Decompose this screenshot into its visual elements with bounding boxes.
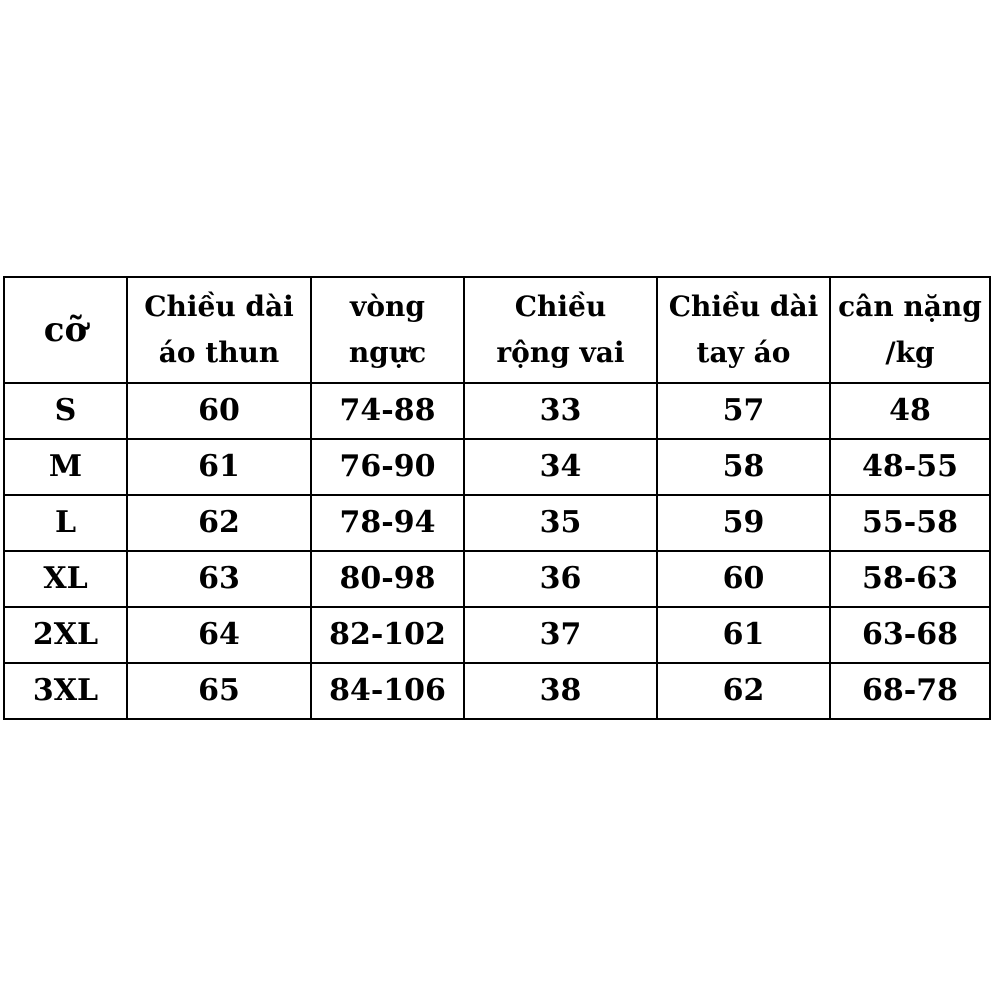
weight-cell: 58-63 xyxy=(830,551,990,607)
size-cell: L xyxy=(4,495,127,551)
header-size-label: cỡ xyxy=(43,310,88,350)
chest-cell: 74-88 xyxy=(311,383,464,439)
size-chart-table xyxy=(3,276,991,720)
weight-cell: 55-58 xyxy=(830,495,990,551)
sleeve-length-cell: 59 xyxy=(657,495,830,551)
sleeve-length-cell: 60 xyxy=(657,551,830,607)
shoulder-width-cell: 33 xyxy=(464,383,657,439)
header-weight-line2: /kg xyxy=(885,336,935,369)
header-sleeve-length-line2: tay áo xyxy=(696,336,791,369)
sleeve-length-cell: 61 xyxy=(657,607,830,663)
size-cell: XL xyxy=(4,551,127,607)
table-row xyxy=(4,607,990,663)
shirt-length-cell: 62 xyxy=(127,495,311,551)
table-row xyxy=(4,663,990,719)
header-shirt-length-line2: áo thun xyxy=(158,336,280,369)
shoulder-width-cell: 35 xyxy=(464,495,657,551)
header-size xyxy=(4,277,127,383)
chest-cell: 76-90 xyxy=(311,439,464,495)
header-row xyxy=(4,277,990,383)
sleeve-length-cell: 58 xyxy=(657,439,830,495)
shoulder-width-cell: 37 xyxy=(464,607,657,663)
size-cell: 3XL xyxy=(4,663,127,719)
weight-cell: 48 xyxy=(830,383,990,439)
header-weight-line1: cân nặng xyxy=(838,290,982,323)
weight-cell: 68-78 xyxy=(830,663,990,719)
chest-cell: 78-94 xyxy=(311,495,464,551)
header-shoulder-width xyxy=(464,277,657,383)
sleeve-length-cell: 57 xyxy=(657,383,830,439)
header-chest-line2: ngực xyxy=(348,336,427,369)
header-chest-line1: vòng xyxy=(350,290,425,323)
chest-cell: 84-106 xyxy=(311,663,464,719)
sleeve-length-cell: 62 xyxy=(657,663,830,719)
header-weight xyxy=(830,277,990,383)
header-chest xyxy=(311,277,464,383)
chest-cell: 80-98 xyxy=(311,551,464,607)
header-sleeve-length xyxy=(657,277,830,383)
header-shoulder-width-line2: rộng vai xyxy=(496,336,625,369)
table-row xyxy=(4,551,990,607)
size-cell: M xyxy=(4,439,127,495)
shoulder-width-cell: 34 xyxy=(464,439,657,495)
header-shirt-length-line1: Chiều dài xyxy=(144,290,294,323)
shirt-length-cell: 61 xyxy=(127,439,311,495)
table-row xyxy=(4,439,990,495)
size-cell: 2XL xyxy=(4,607,127,663)
shirt-length-cell: 64 xyxy=(127,607,311,663)
shirt-length-cell: 60 xyxy=(127,383,311,439)
weight-cell: 63-68 xyxy=(830,607,990,663)
chest-cell: 82-102 xyxy=(311,607,464,663)
size-cell: S xyxy=(4,383,127,439)
table-row xyxy=(4,495,990,551)
shirt-length-cell: 63 xyxy=(127,551,311,607)
table-row xyxy=(4,383,990,439)
shoulder-width-cell: 38 xyxy=(464,663,657,719)
shirt-length-cell: 65 xyxy=(127,663,311,719)
shoulder-width-cell: 36 xyxy=(464,551,657,607)
header-shirt-length xyxy=(127,277,311,383)
header-sleeve-length-line1: Chiều dài xyxy=(668,290,819,323)
header-shoulder-width-line1: Chiều xyxy=(514,290,607,323)
weight-cell: 48-55 xyxy=(830,439,990,495)
